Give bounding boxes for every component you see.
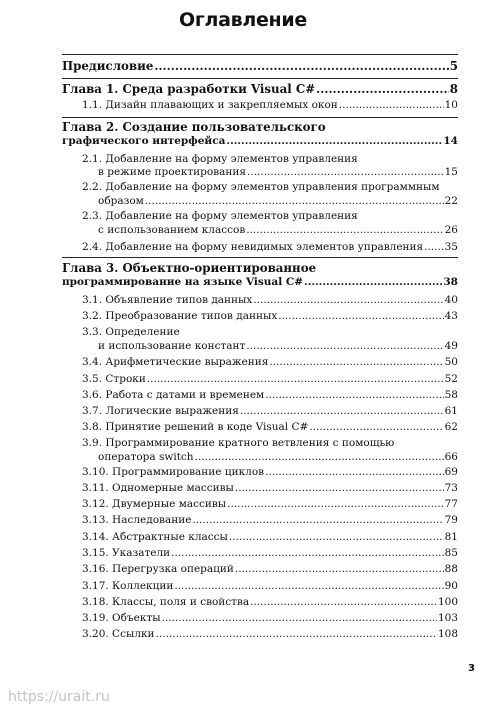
toc-entry-2-3[interactable]: с использованием классов ..... 26 [98, 224, 458, 236]
toc-entry-3-11[interactable]: 3.11. Одномерные массивы ..... 73 [82, 482, 458, 494]
leader-dots [253, 294, 443, 306]
leader-dots [154, 59, 448, 73]
leader-dots [265, 389, 443, 401]
toc-entry-3-7[interactable]: 3.7. Логические выражения ..... 61 [82, 405, 458, 417]
toc-entry-3-17[interactable]: 3.17. Коллекции ..... 90 [82, 580, 458, 592]
toc-entry-3-9[interactable]: оператора switch ..... 66 [98, 451, 458, 463]
toc-entry-chapter-2[interactable]: графического интерфейса ..... 14 [62, 135, 458, 147]
leader-dots [269, 356, 443, 368]
toc-entry-chapter-3-line1[interactable]: Глава 3. Объектно-ориентированное [62, 261, 317, 275]
toc-entry-3-13[interactable]: 3.13. Наследование ..... 79 [82, 514, 458, 526]
toc-entry-3-9-line1[interactable]: 3.9. Программирование кратного ветвления с помощью [82, 437, 395, 449]
toc-entry-3-20[interactable]: 3.20. Ссылки ..... 108 [82, 628, 458, 640]
toc-entry-3-19[interactable]: 3.19. Объекты ..... 103 [82, 612, 458, 624]
toc-entry-3-18[interactable]: 3.18. Классы, поля и свойства ..... 100 [82, 596, 458, 608]
toc-entry-3-14[interactable]: 3.14. Абстрактные классы ..... 81 [82, 531, 458, 543]
toc-entry-chapter-2-line1[interactable]: Глава 2. Создание пользовательского [62, 120, 326, 134]
leader-dots [339, 99, 444, 111]
leader-dots [147, 373, 444, 385]
toc-entry-3-4[interactable]: 3.4. Арифметические выражения ..... 50 [82, 356, 458, 368]
leader-dots [229, 531, 444, 543]
leader-dots [195, 451, 444, 463]
leader-dots [304, 276, 442, 288]
toc-entry-2-3-line1[interactable]: 2.3. Добавление на форму элементов управления [82, 210, 358, 222]
toc-entry-3-10[interactable]: 3.10. Программирование циклов ..... 69 [82, 466, 458, 478]
leader-dots [162, 612, 437, 624]
leader-dots [226, 135, 442, 147]
leader-dots [235, 482, 444, 494]
toc-entry-1-1[interactable]: 1.1. Дизайн плавающих и закрепляемых окон ..... 10 [82, 99, 458, 111]
leader-dots [192, 514, 443, 526]
toc-entry-preface[interactable]: Предисловие ..... 5 [62, 59, 458, 73]
toc-entry-3-8[interactable]: 3.8. Принятие решений в коде Visual C# ..... 62 [82, 421, 458, 433]
toc-entry-3-12[interactable]: 3.12. Двумерные массивы ..... 77 [82, 498, 458, 510]
leader-dots [171, 547, 443, 559]
toc-entry-2-2[interactable]: образом ..... 22 [98, 195, 458, 207]
section-divider [62, 117, 458, 118]
toc-entry-3-2[interactable]: 3.2. Преобразование типов данных ..... 43 [82, 310, 458, 322]
page-title: Оглавление [179, 9, 307, 31]
toc-entry-2-4[interactable]: 2.4. Добавление на форму невидимых элементов управления ..... 35 [82, 241, 458, 253]
leader-dots [278, 310, 443, 322]
leader-dots [145, 195, 444, 207]
leader-dots [246, 224, 443, 236]
section-divider [62, 257, 458, 258]
toc-entry-3-3[interactable]: и использование констант ..... 49 [98, 340, 458, 352]
toc-entry-3-15[interactable]: 3.15. Указатели ..... 85 [82, 547, 458, 559]
toc-entry-3-6[interactable]: 3.6. Работа с датами и временем ..... 58 [82, 389, 458, 401]
table-of-contents [62, 0, 458, 720]
toc-entry-2-1[interactable]: в режиме проектирования ..... 15 [98, 166, 458, 178]
page-number: 3 [468, 663, 475, 674]
leader-dots [227, 498, 443, 510]
leader-dots [247, 166, 444, 178]
leader-dots [309, 421, 443, 433]
leader-dots [424, 241, 443, 253]
section-divider [62, 78, 458, 79]
toc-entry-2-1-line1[interactable]: 2.1. Добавление на форму элементов управления [82, 153, 358, 165]
toc-entry-3-5[interactable]: 3.5. Строки ..... 52 [82, 373, 458, 385]
leader-dots [156, 628, 437, 640]
leader-dots [174, 580, 443, 592]
leader-dots [235, 563, 444, 575]
leader-dots [246, 340, 443, 352]
leader-dots [265, 466, 444, 478]
toc-entry-2-2-line1[interactable]: 2.2. Добавление на форму элементов управления программным [82, 181, 440, 193]
leader-dots [250, 596, 437, 608]
toc-entry-3-3-line1[interactable]: 3.3. Определение [82, 326, 180, 338]
leader-dots [240, 405, 444, 417]
section-divider [62, 54, 458, 55]
watermark: https://urait.ru [8, 689, 110, 705]
toc-entry-3-1[interactable]: 3.1. Объявление типов данных ..... 40 [82, 294, 458, 306]
toc-entry-chapter-3[interactable]: программирование на языке Visual C# ..... 38 [62, 276, 458, 288]
toc-entry-chapter-1[interactable]: Глава 1. Среда разработки Visual C# ..... 8 [62, 82, 458, 96]
leader-dots [316, 82, 449, 96]
toc-entry-3-16[interactable]: 3.16. Перегрузка операций ..... 88 [82, 563, 458, 575]
